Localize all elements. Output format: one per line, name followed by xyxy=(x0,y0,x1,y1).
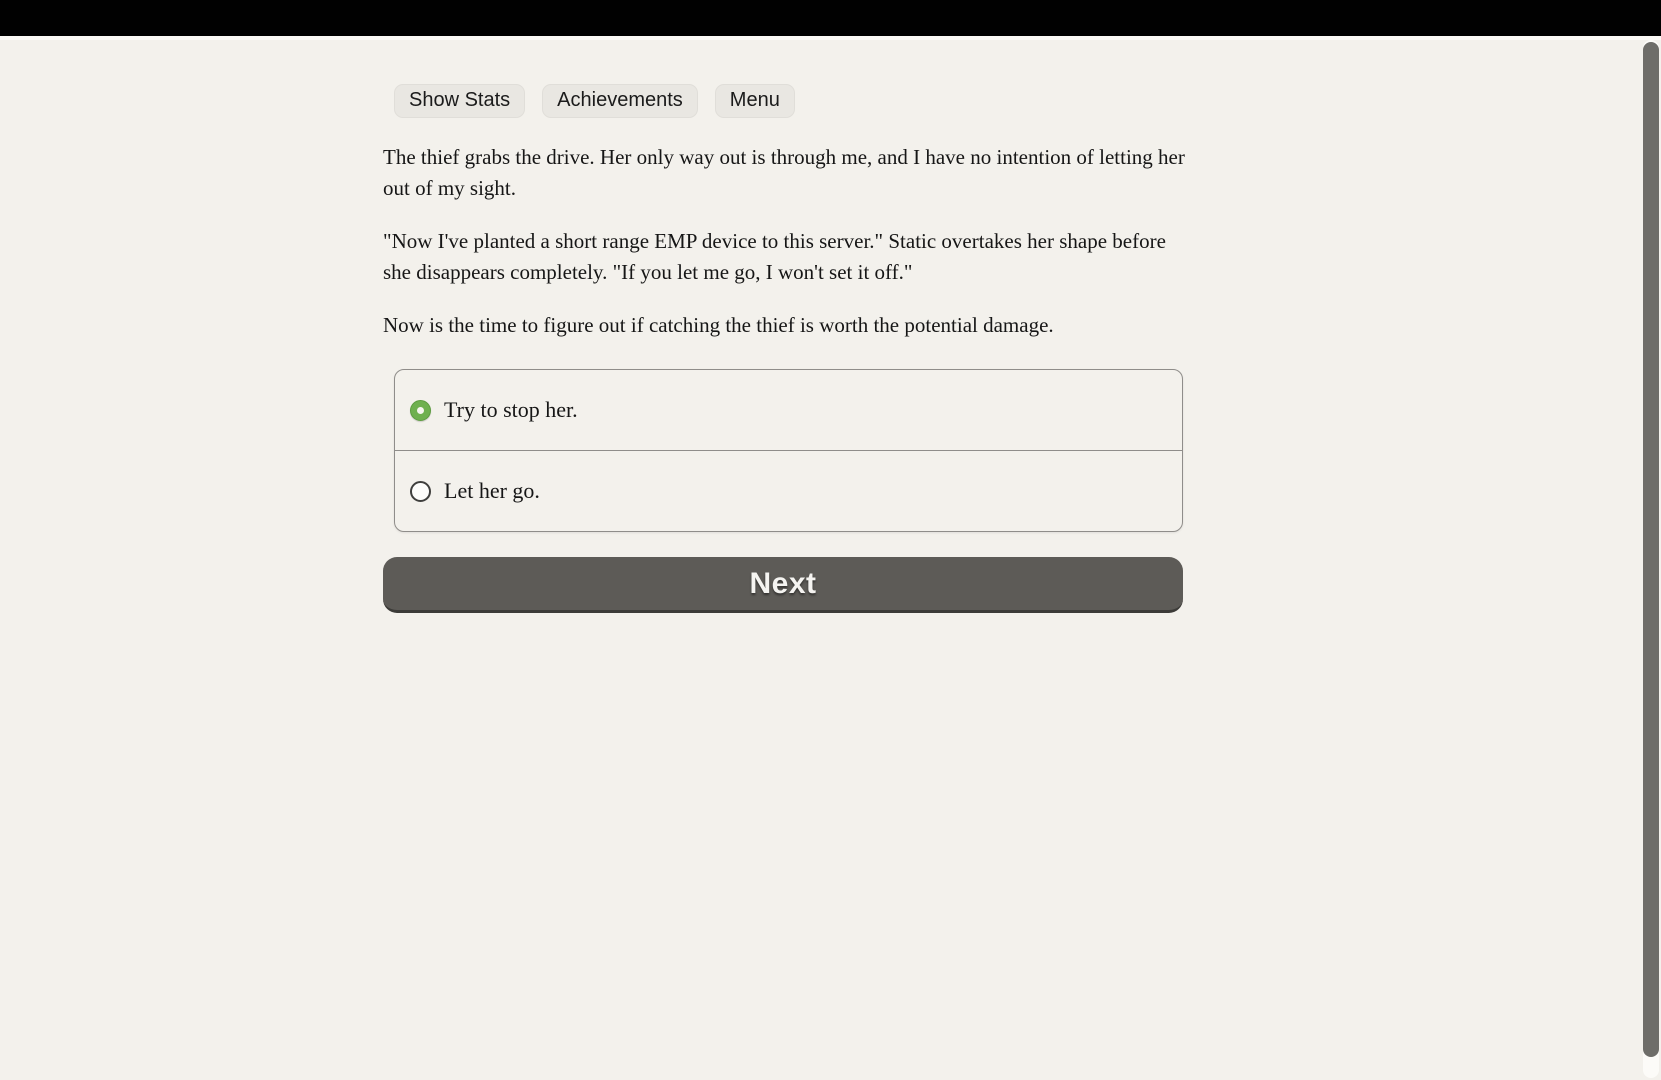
story-text xyxy=(383,142,1195,341)
top-edge-line xyxy=(0,36,1661,40)
choice-option-stop-her[interactable] xyxy=(395,370,1182,450)
scrollbar-thumb[interactable] xyxy=(1643,42,1659,1057)
menu-button[interactable]: Menu xyxy=(715,84,795,118)
story-content xyxy=(383,84,1195,613)
choice-list xyxy=(394,369,1183,532)
story-paragraph: Now is the time to figure out if catching the thief is worth the potential damage. xyxy=(383,313,1054,337)
achievements-button[interactable]: Achievements xyxy=(542,84,698,118)
choice-label: Try to stop her. xyxy=(444,397,578,422)
radio-unselected-icon[interactable] xyxy=(410,481,431,502)
top-bar xyxy=(0,0,1661,36)
story-paragraph: "Now I've planted a short range EMP device to this server." Static overtakes her shape before she disappears completely. "If you let me go, I won't set it off." xyxy=(383,229,1166,284)
next-button[interactable]: Next xyxy=(383,557,1183,613)
story-paragraph: The thief grabs the drive. Her only way out is through me, and I have no intention of letting her out of my sight. xyxy=(383,145,1185,200)
nav-row xyxy=(394,84,1195,118)
radio-selected-icon[interactable] xyxy=(410,400,431,421)
choice-label: Let her go. xyxy=(444,478,540,503)
choice-option-let-her-go[interactable] xyxy=(395,450,1182,531)
show-stats-button[interactable]: Show Stats xyxy=(394,84,525,118)
